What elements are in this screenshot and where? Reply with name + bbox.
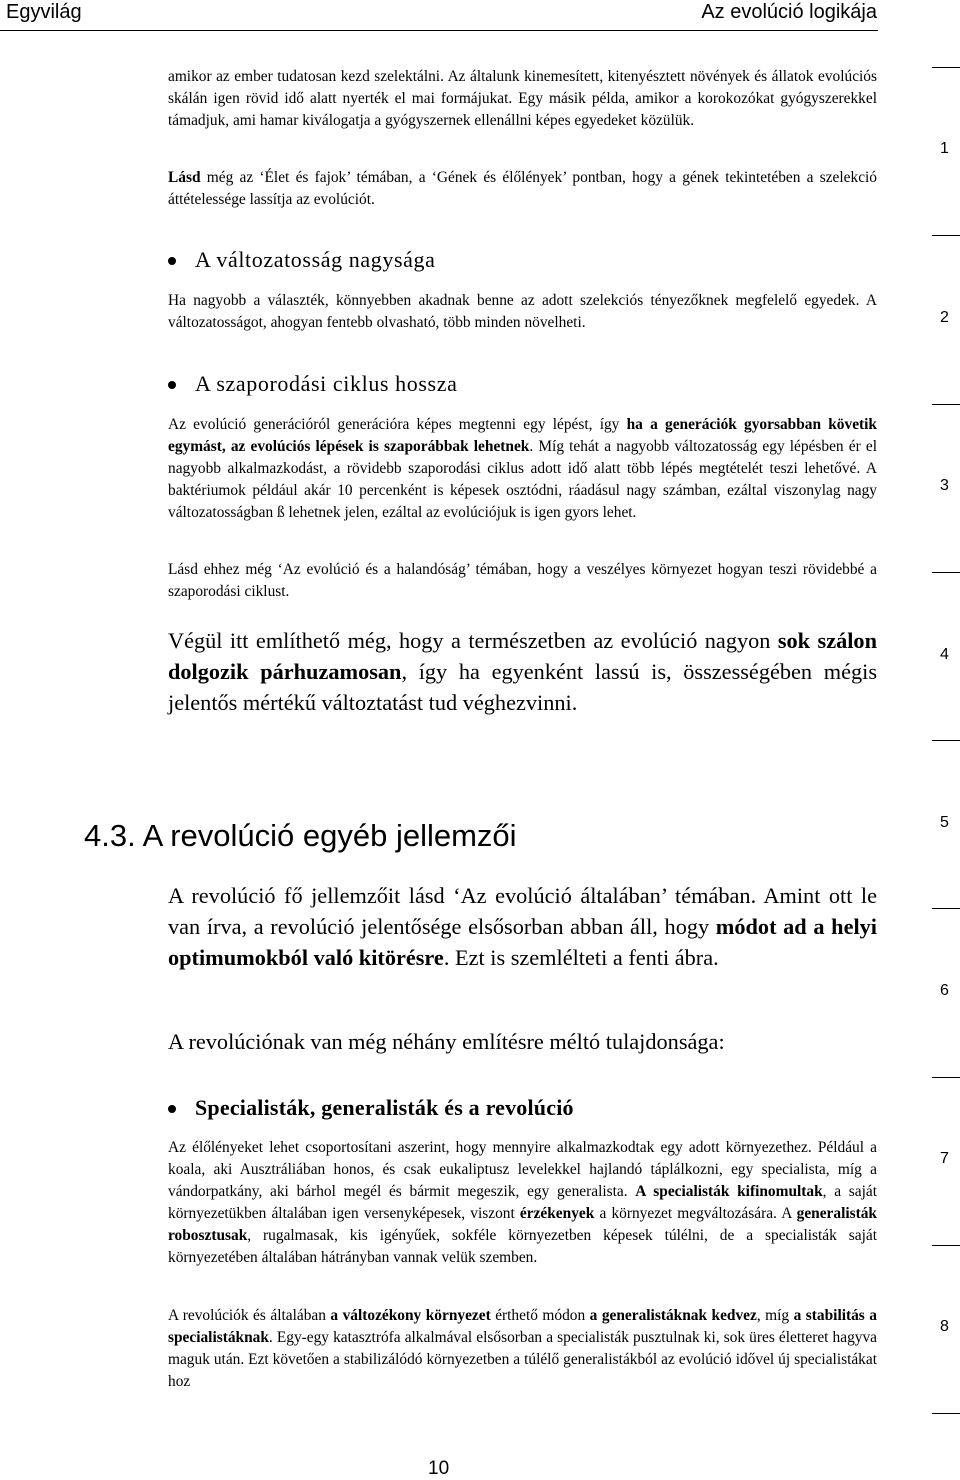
see-also-label: Lásd: [168, 169, 201, 186]
see-also-text: még az ‘Élet és fajok’ témában, a ‘Gének és élőlények’ pontban, hogy a gének tekintetében a szelekció áttételessége lassítja az evolúciót.: [168, 169, 877, 208]
margin-tick: [932, 1077, 960, 1078]
margin-number: 3: [940, 477, 949, 494]
text-run: a környezet megváltozására. A: [594, 1205, 797, 1222]
bullet-icon: [168, 257, 176, 265]
emphasis-run: a stabilitás a specialistáknak: [168, 1307, 877, 1346]
margin-tick: [932, 67, 960, 68]
paragraph-text: Ha nagyobb a választék, könnyebben akadnak benne az adott szelekciós tényezőknek megfelelő egyedek. A változatosságot, ahogyan fentebb olvasható, több minden növelheti.: [168, 292, 877, 331]
margin-number: 1: [940, 140, 949, 157]
emphasis-run: ha a generációk gyorsabban követik egymást, az evolúciós lépések is szaporábbak lehetnek: [168, 416, 877, 455]
section-heading: 4.3. A revolúció egyéb jellemzői: [84, 818, 517, 853]
margin-tick: [932, 908, 960, 909]
paragraph-text: Lásd ehhez még ‘Az evolúció és a halandóság’ témában, hogy a veszélyes környezet hogyan teszi rövidebbé a szaporodási ciklust.: [168, 561, 877, 600]
text-run: , így ha egyenként lassú is, összességében mégis jelentős mértékű változtatást tud véghezvinni.: [168, 659, 877, 715]
paragraph-valtozekony: [168, 1305, 877, 1393]
margin-tick: [932, 740, 960, 741]
paragraph-valtozatossag: [168, 290, 877, 334]
page-header: [0, 0, 960, 30]
text-run: Végül itt említhető még, hogy a természetben az evolúció nagyon: [168, 628, 778, 653]
paragraph-text: amikor az ember tudatosan kezd szelektálni. Az általunk kinemesített, kitenyésztett növények és állatok evolúciós skálán igen rövid idő alatt nyerték el mai formájukat. Egy másik példa, amikor a korokozókat gyógyszerekkel támadjuk, ami hamar kiválogatja a gyógyszernek ellenállni képes egyedeket közülük.: [168, 68, 877, 129]
paragraph-see-halandosag: [168, 559, 877, 603]
margin-tick: [932, 572, 960, 573]
margin-number: 7: [940, 1150, 949, 1167]
margin-number: 6: [940, 982, 949, 999]
emphasis-run: A specialisták kifinomultak: [635, 1183, 823, 1200]
margin-tick: [932, 1413, 960, 1414]
emphasis-run: a generalistáknak kedvez: [589, 1307, 757, 1324]
text-run: . Egy-egy katasztrófa alkalmával elsősorban a specialisták pusztulnak ki, sok üres életteret hagyva maguk után. Ezt követően a stabilizálódó környezetben a túlélő generalistákból az evolúció idővel új specialistákat hoz: [168, 1329, 877, 1390]
margin-number: 2: [940, 309, 949, 326]
text-run: érthető módon: [490, 1307, 590, 1324]
paragraph-specialistak: [168, 1137, 877, 1269]
emphasis-run: generalisták robosztusak: [168, 1205, 877, 1244]
emphasis-run: a változékony környezet: [330, 1307, 491, 1324]
heading-text: A változatosság nagysága: [195, 247, 436, 272]
emphasis-run: sok szálon dolgozik párhuzamosan: [168, 628, 877, 684]
header-right-title: Az evolúció logikája: [701, 1, 877, 23]
bullet-icon: [168, 381, 176, 389]
text-run: , a saját környezetükben általában igen versenyképesek, viszont: [168, 1183, 877, 1222]
margin-number: 8: [940, 1318, 949, 1335]
emphasis-run: érzékenyek: [519, 1205, 595, 1222]
heading-text: Specialisták, generalisták és a revolúció: [195, 1095, 574, 1120]
paragraph-revolucio-jellemzok: [168, 880, 877, 973]
header-rule: [0, 30, 878, 31]
emphasis-run: módot ad a helyi optimumokból való kitörésre: [168, 914, 877, 970]
margin-tick: [932, 404, 960, 405]
margin-number: 4: [940, 646, 949, 663]
paragraph-tulajdonsagok: [168, 1026, 877, 1057]
text-run: . Ezt is szemlélteti a fenti ábra.: [443, 945, 719, 970]
text-run: , míg: [756, 1307, 794, 1324]
paragraph-text: A revolúciónak van még néhány említésre méltó tulajdonsága:: [168, 1029, 725, 1054]
margin-tick: [932, 1245, 960, 1246]
text-run: Az evolúció generációról generációra képes megtenni egy lépést, így: [168, 416, 627, 433]
page-number: 10: [428, 1458, 450, 1479]
paragraph-szaporodasi: [168, 414, 877, 524]
paragraph-parhuzamosan: [168, 625, 877, 718]
heading-text: A szaporodási ciklus hossza: [195, 371, 458, 396]
margin-tick: [932, 235, 960, 236]
text-run: A revolúció fő jellemzőit lásd ‘Az evolúció általában’ témában. Amint ott le van írva, a revolúció jelentősége elsősorban abban áll, hogy: [168, 883, 877, 939]
text-run: Az élőlényeket lehet csoportosítani aszerint, hogy mennyire alkalmazkodtak egy adott környezethez. Például a koala, aki Ausztráliában honos, és csak eukaliptusz levelekkel hajlandó táplálkozni, egy specialista, míg a vándorpatkány, aki bárhol megél és bármit megeszik, egy generalista.: [168, 1139, 877, 1200]
text-run: . Míg tehát a nagyobb változatosság egy lépésben ér el nagyobb alkalmazkodást, a rövidebb szaporodási ciklus adott idő alatt több lépés megtételét teszi lehetővé. A baktériumok például akár 10 percenként is képesek osztódni, ráadásul nagy számban, ezáltal viszonylag nagy változatosságban ß lehetnek jelen, ezáltal az evolúciójuk is igen gyors lehet.: [168, 438, 877, 521]
header-left-title: Egyvilág: [6, 1, 82, 23]
bullet-icon: [168, 1105, 176, 1113]
text-run: , rugalmasak, kis igényűek, sokféle környezetben képesek túlélni, de a specialisták saját környezetében általában hátrányban vannak velük szemben.: [168, 1227, 877, 1266]
text-run: A revolúciók és általában: [168, 1307, 331, 1324]
paragraph-intro: [168, 66, 877, 132]
margin-number: 5: [940, 814, 949, 831]
paragraph-see-also: [168, 167, 877, 211]
